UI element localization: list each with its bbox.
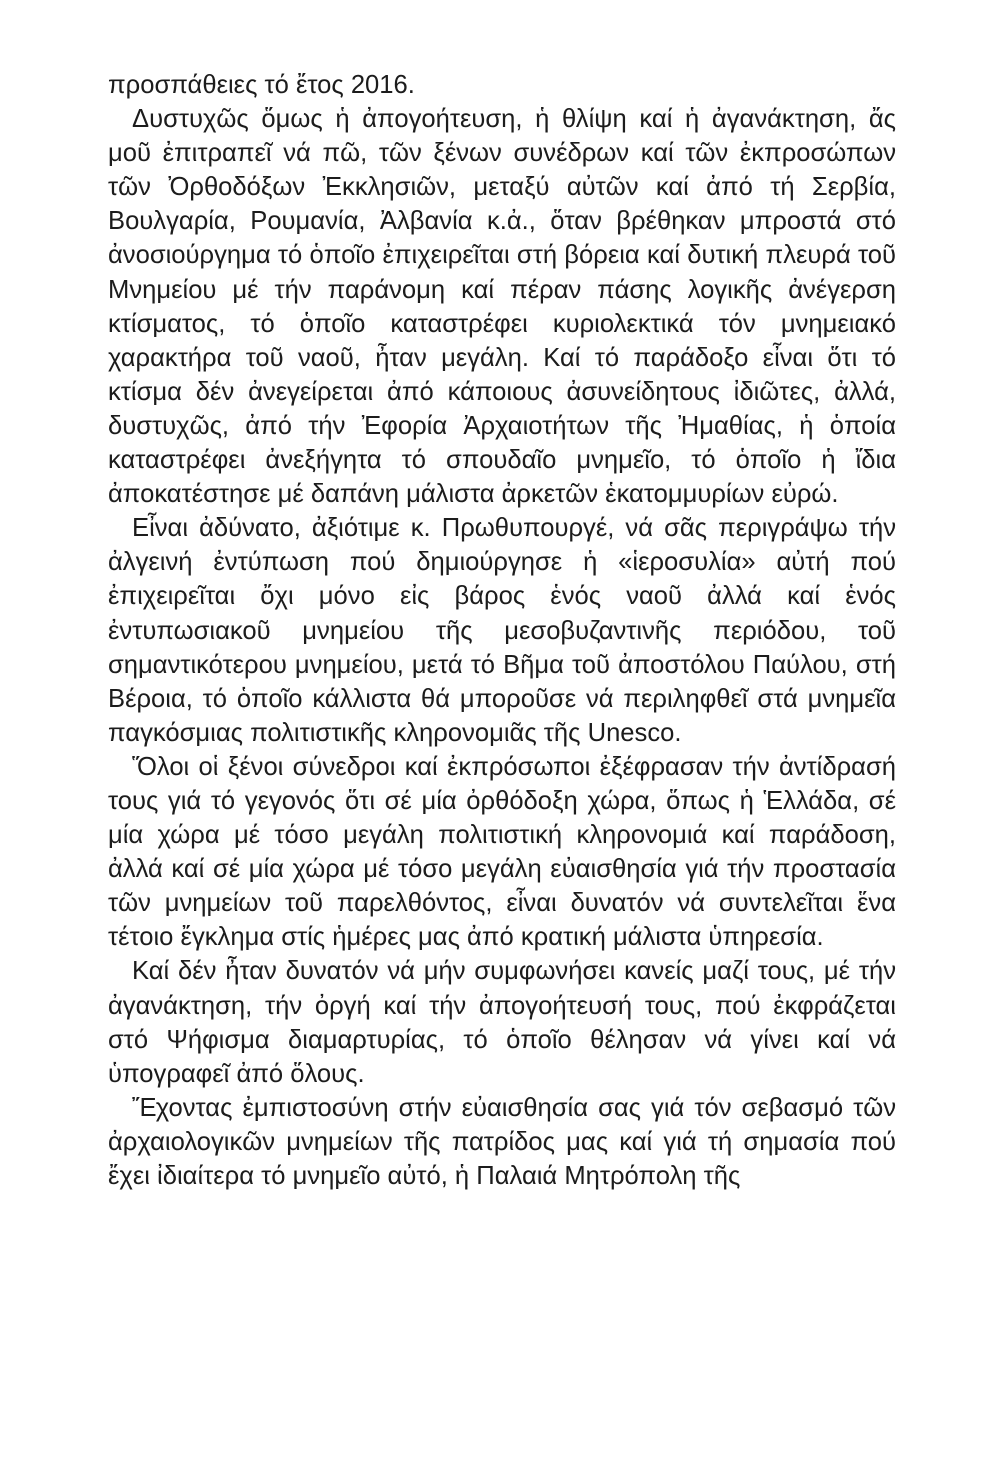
paragraph-foreign-delegates: Ὅλοι οἱ ξένοι σύνεδροι καί ἐκπρόσωποι ἐξέφρασαν τήν ἀντίδρασή τους γιά τό γεγονός ὅτι σέ μία ὀρθόδοξη χώρα, ὅπως ἡ Ἑλλάδα, σέ μία χώρα μέ τόσο μεγάλη πολιτιστική κληρονομιά καί παράδοση, ἀλλά καί σέ μία χώρα μέ τόσο μεγάλη εὐαισθησία γιά τήν προστασία τῶν μνημείων τοῦ παρελθόντος, εἶναι δυνατόν νά συντελεῖται ἕνα τέτοιο ἔγκλημα στίς ἡμέρες μας ἀπό κρατική μάλιστα ὑπηρεσία. [108,752,896,952]
paragraph-disappointment: Δυστυχῶς ὅμως ἡ ἀπογοήτευση, ἡ θλίψη καί ἡ ἀγανάκτηση, ἄς μοῦ ἐπιτραπεῖ νά πῶ, τῶν ξένων συνέδρων καί τῶν ἐκπροσώπων τῶν Ὀρθοδόξων Ἐκκλησιῶν, μεταξύ αὐτῶν καί ἀπό τή Σερβία, Βουλγαρία, Ρουμανία, Ἀλβανία κ.ἀ., ὅταν βρέθηκαν μπροστά στό ἀνοσιούργημα τό ὁποῖο ἐπιχειρεῖται στή βόρεια καί δυτική πλευρά τοῦ Μνημείου μέ τήν παράνομη καί πέραν πάσης λογικῆς ἀνέγερση κτίσματος, τό ὁποῖο καταστρέφει κυριολεκτικά τόν μνημειακό χαρακτήρα τοῦ ναοῦ, ἦταν μεγάλη. Καί τό παράδοξο εἶναι ὅτι τό κτίσμα δέν ἀνεγείρεται ἀπό κάποιους ἀσυνείδητους ἰδιῶτες, ἀλλά, δυστυχῶς, ἀπό τήν Ἐφορία Ἀρχαιοτήτων τῆς Ἠμαθίας, ἡ ὁποία καταστρέφει ἀνεξήγητα τό σπουδαῖο μνημεῖο, τό ὁποῖο ἡ ἴδια ἀποκατέστησε μέ δαπάνη μάλιστα ἀρκετῶν ἑκατομμυρίων εὐρώ. [108,105,896,509]
paragraph-continuation: προσπάθειες τό ἔτος 2016. [108,71,415,99]
paragraph-sacrilege: Εἶναι ἀδύνατο, ἀξιότιμε κ. Πρωθυπουργέ, νά σᾶς περιγράψω τήν ἀλγεινή ἐντύπωση πού δημιούργησε ἡ «ἱεροσυλία» αὐτή πού ἐπιχειρεῖται ὄχι μόνο εἰς βάρος ἑνός ναοῦ ἀλλά καί ἑνός ἐντυπωσιακοῦ μνημείου τῆς μεσοβυζαντινῆς περιόδου, τοῦ σημαντικότερου μνημείου, μετά τό Βῆμα τοῦ ἀποστόλου Παύλου, στή Βέροια, τό ὁποῖο κάλλιστα θά μποροῦσε νά περιληφθεῖ στά μνημεῖα παγκόσμιας πολιτιστικῆς κληρονομιᾶς τῆς Unesco. [108,514,896,747]
paragraph-resolution: Καί δέν ἦταν δυνατόν νά μήν συμφωνήσει κανείς μαζί τους, μέ τήν ἀγανάκτηση, τήν ὀργή καί τήν ἀπογοήτευσή τους, πού ἐκφράζεται στό Ψήφισμα διαμαρτυρίας, τό ὁποῖο θέλησαν νά γίνει καί νά ὑπογραφεῖ ἀπό ὅλους. [108,957,896,1088]
paragraph-trust: Ἔχοντας ἐμπιστοσύνη στήν εὐαισθησία σας γιά τόν σεβασμό τῶν ἀρχαιολογικῶν μνημείων τῆς πατρίδος μας καί γιά τή σημασία πού ἔχει ἰδιαίτερα τό μνημεῖο αὐτό, ἡ Παλαιά Μητρόπολη τῆς [108,1093,896,1190]
letter-page [108,68,896,1193]
